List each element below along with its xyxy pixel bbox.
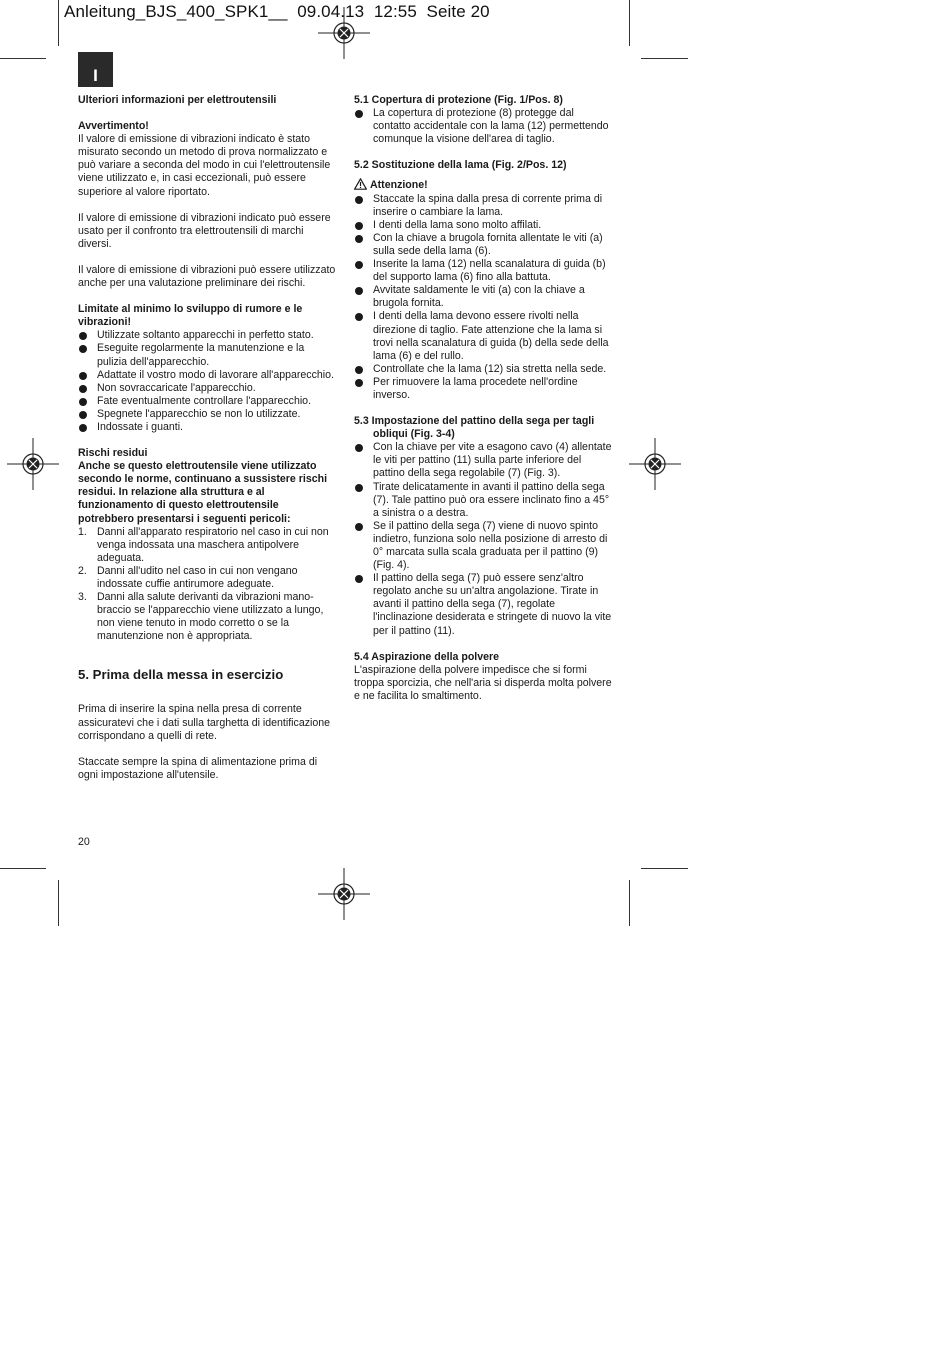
list-item — [78, 526, 336, 565]
registration-mark-icon — [5, 436, 61, 492]
section-5-2-heading: 5.2 Sostituzione della lama (Fig. 2/Pos. 12) — [354, 159, 567, 172]
list-item: Se il pattino della sega (7) viene di nuovo spinto indietro, funziona solo nella posizione di arresto di 0° marcata sulla scala graduata per il pattino (9) (Fig. 4). — [354, 520, 614, 572]
list-item: Fate eventualmente controllare l'apparecchio. — [78, 395, 336, 408]
warning-body: Il valore di emissione di vibrazioni indicato è stato misurato secondo un metodo di prova normalizzato e può variare a seconda del modo in cui l'elettroutensile viene utilizzato e, in casi eccezionali, può essere superiore al valore riportato. — [78, 133, 331, 198]
list-item: Spegnete l'apparecchio se non lo utilizzate. — [78, 408, 336, 421]
section-5-1-list — [354, 107, 614, 146]
paragraph-assess: Il valore di emissione di vibrazioni può essere utilizzato anche per una valutazione preliminare dei rischi. — [78, 263, 336, 290]
registration-mark-icon — [316, 5, 372, 61]
attention-line — [354, 178, 614, 192]
info-heading: Ulteriori informazioni per elettroutensili — [78, 94, 277, 106]
crop-mark-top-left-h — [0, 58, 46, 59]
list-item: Non sovraccaricate l'apparecchio. — [78, 382, 336, 395]
list-item: Controllate che la lama (12) sia stretta nella sede. — [354, 363, 614, 376]
section-5-paragraph-1: Prima di inserire la spina nella presa di corrente assicuratevi che i dati sulla targhetta di identificazione corrispondano a quelli di rete. — [78, 703, 331, 742]
crop-mark-bottom-right-v — [629, 880, 630, 926]
section-5-title: 5. Prima della messa in esercizio — [78, 667, 284, 683]
list-number: 2. — [78, 564, 87, 577]
list-item: I denti della lama sono molto affilati. — [354, 219, 614, 232]
section-5-paragraph-2: Staccate sempre la spina di alimentazione prima di ogni impostazione all'utensile. — [78, 755, 318, 781]
registration-mark-icon — [627, 436, 683, 492]
list-item — [78, 565, 336, 591]
list-item: Inserite la lama (12) nella scanalatura di guida (b) del supporto lama (6) fino alla battuta. — [354, 258, 614, 284]
print-slug: Anleitung_BJS_400_SPK1__ 09.04.13 12:55 Seite 20 — [64, 2, 490, 21]
warning-triangle-icon — [354, 178, 367, 190]
section-5-3-heading: 5.3 Impostazione del pattino della sega per tagli obliqui (Fig. 3-4) — [354, 415, 595, 441]
crop-mark-bottom-left-h — [0, 868, 46, 869]
crop-mark-top-left-v — [58, 0, 59, 46]
list-item: Eseguite regolarmente la manutenzione e la pulizia dell'apparecchio. — [78, 342, 336, 368]
list-item: Il pattino della sega (7) può essere senz'altro regolato anche su un'altra angolazione. Tirate in avanti il pattino della sega (7), regolate l'inclinazione desiderata e stringete di nuovo la vite per il pattino (11). — [354, 572, 614, 637]
crop-mark-bottom-right-h — [641, 868, 688, 869]
section-5-4-body: L'aspirazione della polvere impedisce che si formi troppa sporcizia, che nell'aria si disperda molta polvere e ne facilita lo smaltimento. — [354, 663, 612, 702]
registration-mark-icon — [316, 866, 372, 922]
list-item: Tirate delicatamente in avanti il pattino della sega (7). Tale pattino può ora essere inclinato fino a 45° a sinistra o a destra. — [354, 481, 614, 520]
crop-mark-bottom-left-v — [58, 880, 59, 926]
list-text: Danni all'udito nel caso in cui non vengano indossate cuffie antirumore adeguate. — [97, 564, 298, 590]
attention-label: Attenzione! — [370, 179, 428, 192]
list-text: Danni alla salute derivanti da vibrazioni mano-braccio se l'apparecchio viene utilizzato a lungo, non viene tenuto in modo corretto o se la manutenzione non è appropriata. — [97, 591, 324, 643]
left-column — [78, 94, 336, 782]
list-text: Danni all'apparato respiratorio nel caso in cui non venga indossata una maschera antipolvere adeguata. — [97, 525, 329, 564]
limit-heading: Limitate al minimo lo sviluppo di rumore e le vibrazioni! — [78, 303, 303, 329]
paragraph-compare: Il valore di emissione di vibrazioni indicato può essere usato per il confronto tra elettroutensili di marchi diversi. — [78, 211, 331, 250]
list-item: Per rimuovere la lama procedete nell'ordine inverso. — [354, 376, 614, 402]
section-5-2-list — [354, 193, 614, 403]
residual-heading: Rischi residui — [78, 447, 148, 460]
list-item: I denti della lama devono essere rivolti nella direzione di taglio. Fate attenzione che la lama si trovi nella scanalatura di guida (b) della sede della lama (6) e del rullo. — [354, 310, 614, 362]
section-5-3-list — [354, 441, 614, 637]
residual-list — [78, 526, 336, 644]
language-tab: I — [78, 52, 113, 87]
warning-title: Avvertimento! — [78, 120, 149, 133]
section-5-4-heading: 5.4 Aspirazione della polvere — [354, 650, 500, 663]
right-column — [354, 94, 614, 703]
limit-list — [78, 329, 336, 434]
crop-mark-top-right-v — [629, 0, 630, 46]
list-item: Indossate i guanti. — [78, 421, 336, 434]
list-item: Utilizzate soltanto apparecchi in perfetto stato. — [78, 329, 336, 342]
list-number: 1. — [78, 525, 87, 538]
list-item: Con la chiave per vite a esagono cavo (4) allentate le viti per pattino (11) sulla parte inferiore del pattino della sega regolabile (7) (Fig. 3). — [354, 441, 614, 480]
section-5-1-heading: 5.1 Copertura di protezione (Fig. 1/Pos. 8) — [354, 94, 563, 106]
list-number: 3. — [78, 591, 87, 604]
list-item: La copertura di protezione (8) protegge dal contatto accidentale con la lama (12) permettendo comunque la visione dell'area di taglio. — [354, 107, 614, 146]
list-item: Con la chiave a brugola fornita allentate le viti (a) sulla sede della lama (6). — [354, 232, 614, 258]
list-item: Adattate il vostro modo di lavorare all'apparecchio. — [78, 369, 336, 382]
list-item — [78, 591, 336, 643]
residual-intro: Anche se questo elettroutensile viene utilizzato secondo le norme, continuano a sussistere rischi residui. In relazione alla struttura e al funzionamento di questo elettroutensile potrebbero presentarsi i seguenti pericoli: — [78, 460, 328, 525]
list-item: Staccate la spina dalla presa di corrente prima di inserire o cambiare la lama. — [354, 193, 614, 219]
list-item: Avvitate saldamente le viti (a) con la chiave a brugola fornita. — [354, 284, 614, 310]
crop-mark-top-right-h — [641, 58, 688, 59]
page-number: 20 — [78, 836, 90, 848]
